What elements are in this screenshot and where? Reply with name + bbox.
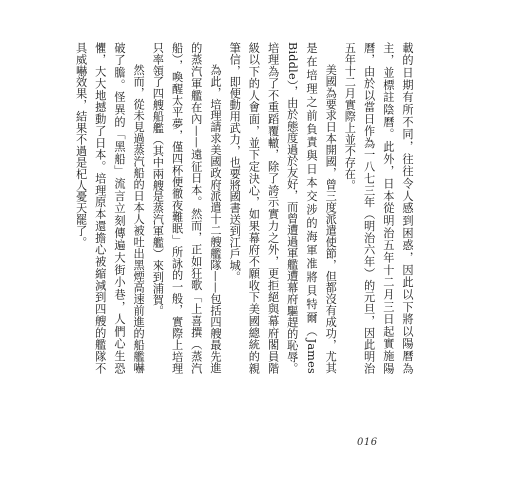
page-number: 016 <box>357 437 378 448</box>
paragraph: 美國為要求日本開國，曾三度派遣使節，但都沒有成功，尤其是在培理之前負責與日本交涉的海軍准將貝特爾（James Biddle），由於態度過於友好，而曾遭過軍艦遭幕府驅趕的恥辱。培理為了不重蹈覆轍，除了誇示實力之外，更拒絕與幕府閣員階級以下的人會面，並下定決心，如果幕府不願收下美國總統的親筆信，即便動用武力，也要將國書送到江戶城。 <box>228 42 338 374</box>
paragraph: 為此，培理請求美國政府派遣十二艘艦隊——包括四艘最先進的蒸汽軍艦在內——遠征日本。然而，正如狂歌「上喜撰（蒸汽船），喚醒太平夢，僅四杯便徹夜難眠」所詠的一般，實際上培理只率領了四艘船艦（其中兩艘是蒸汽軍艦）來到浦賀。 <box>151 42 222 374</box>
paragraph: 然而，從未見過蒸汽船的日本人被吐出黑煙高速前進的船艦嚇破了膽。怪異的「黑船」流言立刻傳遍大街小巷，人們心生恐懼，大大地撼動了日本。培理原本還擔心被縮減到四艘的艦隊不具威嚇效果，結果不過是杞人憂天罷了。 <box>74 42 146 374</box>
paragraph-continuation: 載的日期有所不同，往往令人感到困惑，因此以下將以陽曆為主，並標註陰曆。此外，日本從明治五年十二月三日起實施陽曆，由於以當日作為一八七三年（明治六年）的元旦，因此明治五年十二月實際上並不存在。 <box>343 42 414 374</box>
vertical-text-body <box>74 42 417 374</box>
